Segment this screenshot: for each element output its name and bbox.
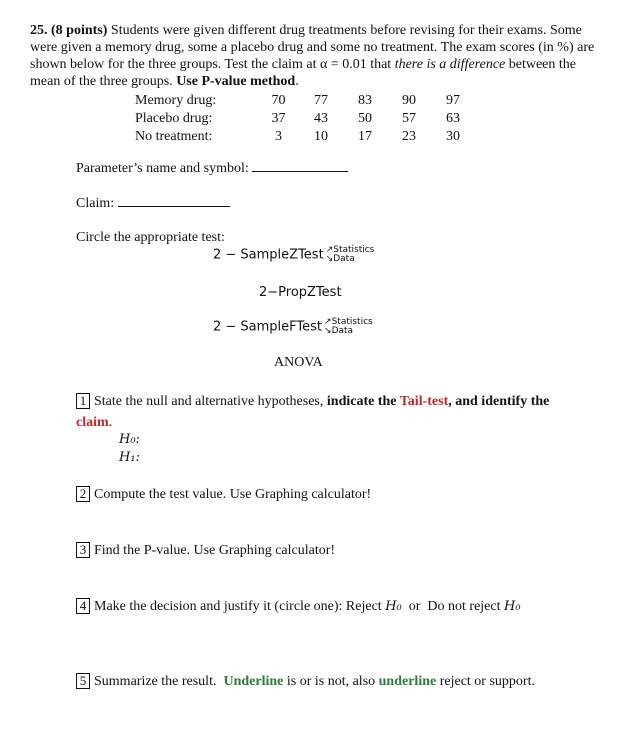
cell: 23 bbox=[402, 129, 416, 144]
test-option-2-sample-z[interactable] bbox=[213, 246, 374, 264]
problem-points: (8 points) bbox=[51, 23, 108, 38]
step-text: or Do not reject bbox=[401, 599, 504, 614]
cell: 63 bbox=[446, 111, 460, 126]
alternative-hypothesis: H₁: bbox=[119, 450, 140, 465]
step-5 bbox=[76, 673, 535, 690]
step-number-box: 5 bbox=[76, 673, 90, 689]
problem-number: 25. bbox=[30, 23, 48, 38]
table-row bbox=[135, 110, 468, 128]
parameter-blank[interactable] bbox=[252, 171, 348, 172]
underline-keyword: underline bbox=[378, 674, 437, 689]
test-option-2-prop-z[interactable]: 2−PropZTest bbox=[259, 285, 342, 300]
method-label: Use P-value method bbox=[176, 74, 296, 89]
circle-test-label: Circle the appropriate test: bbox=[76, 230, 225, 245]
problem-text-1: Students were given different drug treatments before revising for their exams. Some were given a memory drug, some a placebo drug and some no treatment. The exam scores (in %) are shown below for the three groups. Test the claim at α = 0.01 that bbox=[30, 23, 595, 72]
underline-keyword: Underline bbox=[223, 674, 284, 689]
problem-text-2: between the mean of the three groups. bbox=[30, 57, 576, 89]
data-label: ↘Data bbox=[324, 326, 354, 336]
null-hypothesis: H₀: bbox=[119, 432, 140, 447]
do-not-reject-option[interactable]: H₀ bbox=[504, 599, 521, 614]
step-3 bbox=[76, 542, 335, 559]
row-label: No treatment: bbox=[135, 129, 213, 144]
scores-table bbox=[135, 92, 468, 146]
stat-data-selector bbox=[324, 318, 373, 336]
cell: 30 bbox=[446, 129, 460, 144]
table-row bbox=[135, 92, 468, 110]
cell: 70 bbox=[271, 93, 286, 108]
step-1 bbox=[76, 391, 576, 433]
row-label: Placebo drug: bbox=[135, 111, 213, 126]
test-name: 2 − SampleZTest bbox=[213, 247, 324, 263]
step-number-box: 3 bbox=[76, 542, 90, 558]
reject-option[interactable]: H₀ bbox=[385, 599, 402, 614]
cell: 97 bbox=[446, 93, 460, 108]
claim-label: Claim: bbox=[76, 196, 115, 211]
row-label: Memory drug: bbox=[135, 93, 217, 108]
test-name: 2 − SampleFTest bbox=[213, 319, 323, 335]
step-4 bbox=[76, 598, 521, 615]
step-text: Make the decision and justify it (circle one): Reject bbox=[94, 599, 386, 614]
cell: 50 bbox=[358, 111, 372, 126]
test-option-2-sample-f[interactable] bbox=[213, 318, 373, 336]
cell: 37 bbox=[271, 111, 286, 126]
problem-statement bbox=[30, 22, 600, 90]
step-2 bbox=[76, 486, 371, 503]
data-label: ↘Data bbox=[325, 254, 355, 264]
problem-period: . bbox=[295, 74, 299, 89]
step-number-box: 1 bbox=[76, 393, 90, 409]
parameter-line bbox=[76, 161, 348, 177]
cell: 77 bbox=[314, 93, 328, 108]
step-text: Compute the test value. Use Graphing calculator! bbox=[94, 487, 372, 502]
statistics-label: ↗Statistics bbox=[325, 245, 375, 255]
cell: 17 bbox=[358, 129, 372, 144]
step-text: State the null and alternative hypotheses, bbox=[94, 394, 327, 409]
test-option-anova[interactable]: ANOVA bbox=[274, 355, 323, 370]
statistics-label: ↗Statistics bbox=[324, 317, 373, 327]
claim-line bbox=[76, 196, 230, 212]
problem-emphasis: there is a difference bbox=[394, 57, 506, 72]
cell: 57 bbox=[402, 111, 416, 126]
cell: 10 bbox=[314, 129, 328, 144]
step-text: is or is not, also bbox=[283, 674, 379, 689]
table-row bbox=[135, 128, 468, 146]
step-text: reject or support. bbox=[436, 674, 535, 689]
cell: 3 bbox=[275, 129, 282, 144]
step-text: Find the P-value. Use Graphing calculator! bbox=[94, 543, 336, 558]
claim-keyword: claim bbox=[76, 415, 109, 430]
step-number-box: 4 bbox=[76, 598, 90, 614]
step-text-bold: , and identify the bbox=[448, 394, 550, 409]
step-text-bold: indicate the bbox=[326, 394, 400, 409]
step-text: Summarize the result. bbox=[94, 674, 224, 689]
step-period: . bbox=[108, 415, 113, 430]
cell: 90 bbox=[402, 93, 416, 108]
tail-test-label: Tail-test bbox=[399, 394, 449, 409]
step-number-box: 2 bbox=[76, 486, 90, 502]
cell: 43 bbox=[314, 111, 328, 126]
parameter-label: Parameter’s name and symbol: bbox=[76, 161, 249, 176]
claim-blank[interactable] bbox=[118, 206, 230, 207]
cell: 83 bbox=[358, 93, 372, 108]
stat-data-selector bbox=[326, 246, 375, 264]
